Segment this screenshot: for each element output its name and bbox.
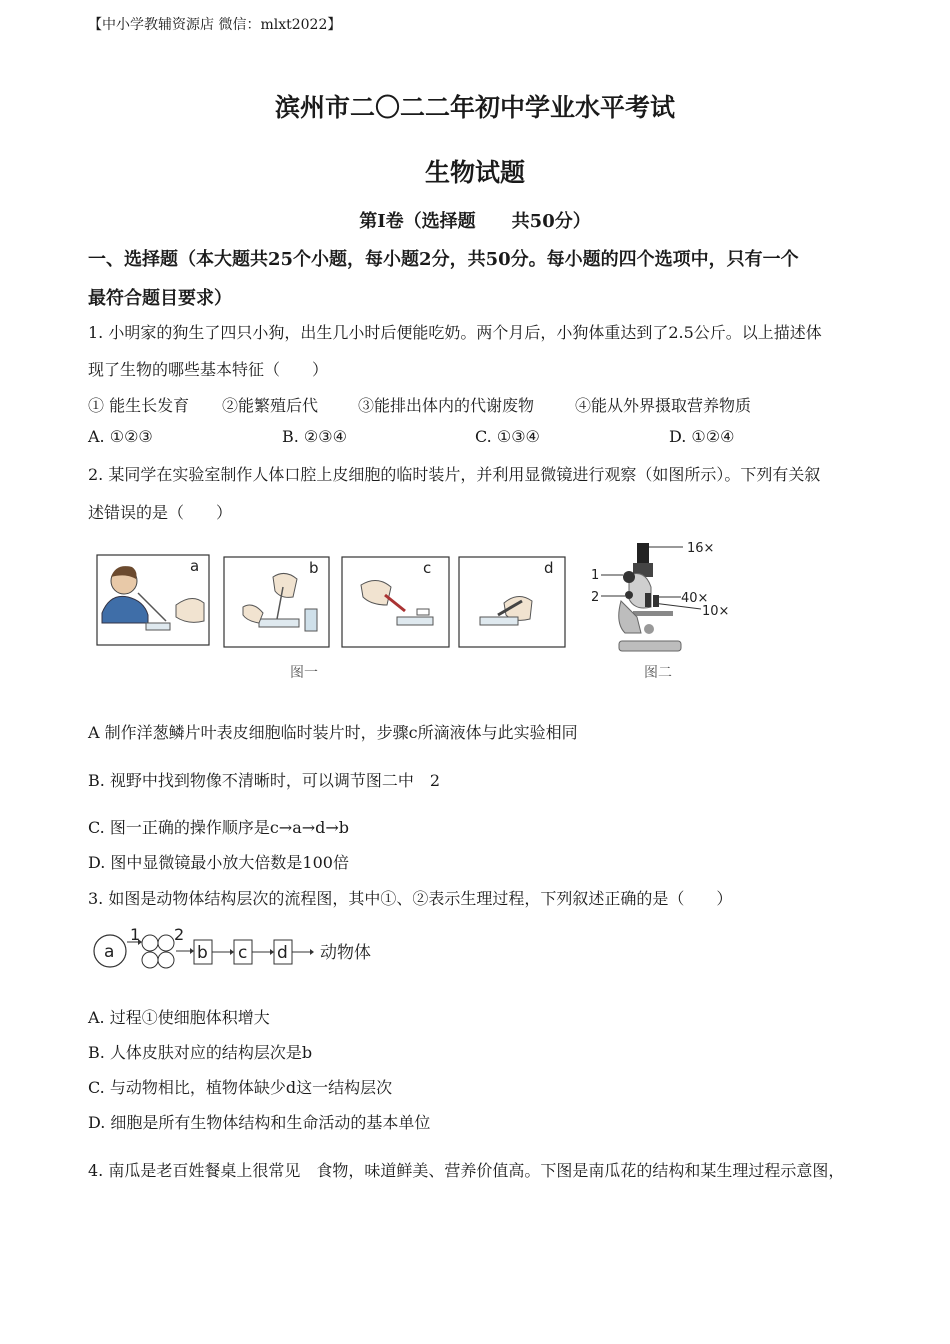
panel-b-label: b <box>309 559 319 577</box>
q4-stem: 4. 南瓜是老百姓餐桌上很常见 食物，味道鲜美、营养价值高。下图是南瓜花的结构和某生理过程示意图， <box>88 1161 845 1180</box>
q2-option-c: C. 图一正确的操作顺序是c→a→d→b <box>88 818 350 837</box>
q2-option-b: B. 视野中找到物像不清晰时，可以调节图二中 2 <box>88 771 441 790</box>
part-heading: 第Ⅰ卷（选择题 共50分） <box>359 211 591 232</box>
q2-stem-line1: 2. 某同学在实验室制作人体口腔上皮细胞的临时装片，并利用显微镜进行观察（如图所示）。下列有关叙 <box>88 465 821 484</box>
panel-d <box>459 557 565 647</box>
q1-stem-line2: 现了生物的哪些基本特征（ ） <box>88 360 329 379</box>
q2-option-a: A 制作洋葱鳞片叶表皮细胞临时装片时，步骤c所滴液体与此实验相同 <box>88 723 578 742</box>
q2-figure-one <box>96 553 571 683</box>
q1-option-c: C. ①③④ <box>475 427 540 446</box>
panel-a <box>97 555 209 645</box>
flow-animal-label: 动物体 <box>320 943 371 963</box>
q1-option-a: A. ①②③ <box>88 427 153 446</box>
q3-option-b: B. 人体皮肤对应的结构层次是b <box>88 1043 313 1062</box>
flow-c-label: c <box>238 943 248 963</box>
q3-option-c: C. 与动物相比，植物体缺少d这一结构层次 <box>88 1078 393 1097</box>
objective-10x-label: 10× <box>702 604 730 619</box>
panel-d-label: d <box>544 559 554 577</box>
page-header: 【中小学教辅资源店 微信：mlxt2022】 <box>88 17 342 33</box>
exam-title: 滨州市二〇二二年初中学业水平考试 <box>274 93 675 122</box>
q1-item-2: ②能繁殖后代 <box>222 396 319 415</box>
panel-c <box>342 557 449 647</box>
flow-d-label: d <box>277 943 288 963</box>
flow-process-2-label: 2 <box>174 925 185 944</box>
part-2-label: 2 <box>591 590 600 605</box>
panel-c-label: c <box>423 559 432 577</box>
panel-b <box>224 557 329 647</box>
panel-a-label: a <box>190 557 200 575</box>
section-heading-line2: 最符合题目要求） <box>88 288 232 309</box>
eyepiece-16x-label: 16× <box>687 541 715 556</box>
q1-item-1: ① 能生长发育 <box>88 396 190 415</box>
q1-item-3: ③能排出体内的代谢废物 <box>358 396 535 415</box>
flow-a-label: a <box>104 942 115 962</box>
section-heading-line1: 一、选择题（本大题共25个小题，每小题2分，共50分。每小题的四个选项中，只有一个 <box>88 249 799 270</box>
fig1-caption: 图一 <box>290 665 318 681</box>
exam-subtitle: 生物试题 <box>424 158 525 187</box>
flow-process-1-label: 1 <box>130 925 141 944</box>
fig2-caption: 图二 <box>644 665 672 681</box>
q3-option-d: D. 细胞是所有生物体结构和生命活动的基本单位 <box>88 1113 431 1132</box>
q2-figure-two-microscope <box>585 537 745 662</box>
q3-option-a: A. 过程①使细胞体积增大 <box>88 1008 270 1027</box>
q1-option-d: D. ①②④ <box>669 427 735 446</box>
objective-40x-label: 40× <box>681 591 709 606</box>
q3-flow-diagram <box>90 922 390 977</box>
q2-option-d: D. 图中显微镜最小放大倍数是100倍 <box>88 853 349 872</box>
q1-option-b: B. ②③④ <box>282 427 347 446</box>
q1-item-4: ④能从外界摄取营养物质 <box>575 396 752 415</box>
q2-stem-line2: 述错误的是（ ） <box>88 503 233 522</box>
flow-b-label: b <box>197 943 208 963</box>
q3-stem: 3. 如图是动物体结构层次的流程图，其中①、②表示生理过程，下列叙述正确的是（ ） <box>88 889 733 908</box>
part-1-label: 1 <box>591 568 600 583</box>
q1-stem-line1: 1. 小明家的狗生了四只小狗，出生几小时后便能吃奶。两个月后，小狗体重达到了2.5公斤。以上描述体 <box>88 323 822 342</box>
